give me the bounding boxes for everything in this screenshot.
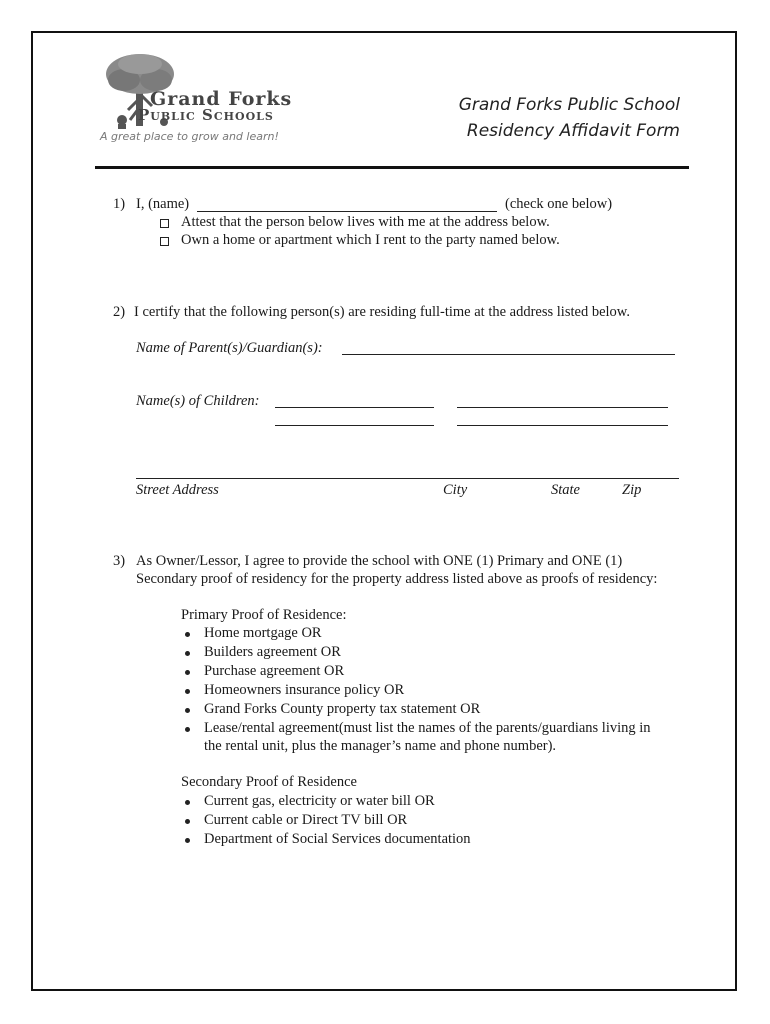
section1-number: 1): [113, 196, 126, 212]
parent-name-field[interactable]: [342, 354, 675, 355]
children-label: Name(s) of Children:: [136, 393, 260, 409]
list-item: Current gas, electricity or water bill OR: [204, 793, 435, 809]
bullet: [185, 708, 190, 713]
attest-checkbox[interactable]: [160, 219, 169, 228]
list-item: Current cable or Direct TV bill OR: [204, 812, 408, 828]
attest-option-label: Attest that the person below lives with me at the address below.: [181, 214, 550, 230]
section3-number: 3): [113, 553, 126, 569]
child-name-field[interactable]: [457, 425, 668, 426]
zip-label: Zip: [622, 482, 642, 498]
bullet: [185, 670, 190, 675]
secondary-heading: Secondary Proof of Residence: [181, 774, 357, 790]
form-title-line2: Residency Affidavit Form: [466, 121, 680, 141]
bullet: [185, 800, 190, 805]
bullet: [185, 632, 190, 637]
bullet: [185, 689, 190, 694]
state-label: State: [551, 482, 580, 498]
list-item: Homeowners insurance policy OR: [204, 682, 405, 698]
section3-text-line1: As Owner/Lessor, I agree to provide the school with ONE (1) Primary and ONE (1): [136, 553, 623, 569]
header-rule: [95, 166, 689, 169]
list-item: Lease/rental agreement(must list the names of the parents/guardians living in: [204, 720, 651, 736]
list-item: Builders agreement OR: [204, 644, 341, 660]
list-item-continuation: the rental unit, plus the manager’s name and phone number).: [204, 738, 557, 754]
address-field[interactable]: [136, 478, 679, 479]
section1-prompt: I, (name): [136, 196, 190, 212]
section3-text-line2: Secondary proof of residency for the property address listed above as proofs of residency:: [136, 571, 658, 587]
child-name-field[interactable]: [457, 407, 668, 408]
check-hint: (check one below): [505, 196, 613, 212]
bullet: [185, 651, 190, 656]
list-item: Home mortgage OR: [204, 625, 322, 641]
section2-text: I certify that the following person(s) are residing full-time at the address listed below.: [134, 304, 630, 320]
bullet: [185, 819, 190, 824]
parent-label: Name of Parent(s)/Guardian(s):: [136, 340, 323, 356]
bullet: [185, 727, 190, 732]
section2-number: 2): [113, 304, 126, 320]
own-home-option-label: Own a home or apartment which I rent to the party named below.: [181, 232, 560, 248]
own-home-checkbox[interactable]: [160, 237, 169, 246]
list-item: Department of Social Services documentation: [204, 831, 471, 847]
name-field[interactable]: [197, 211, 497, 212]
street-label: Street Address: [136, 482, 219, 498]
list-item: Purchase agreement OR: [204, 663, 345, 679]
child-name-field[interactable]: [275, 425, 434, 426]
logo-line1: Grand Forks: [150, 88, 293, 110]
city-label: City: [443, 482, 468, 498]
bullet: [185, 838, 190, 843]
logo-tagline: A great place to grow and learn!: [100, 130, 279, 143]
child-name-field[interactable]: [275, 407, 434, 408]
primary-heading: Primary Proof of Residence:: [181, 607, 347, 623]
list-item: Grand Forks County property tax statement OR: [204, 701, 481, 717]
logo-line2: Public Schools: [138, 106, 274, 124]
form-title-line1: Grand Forks Public School: [458, 95, 680, 115]
